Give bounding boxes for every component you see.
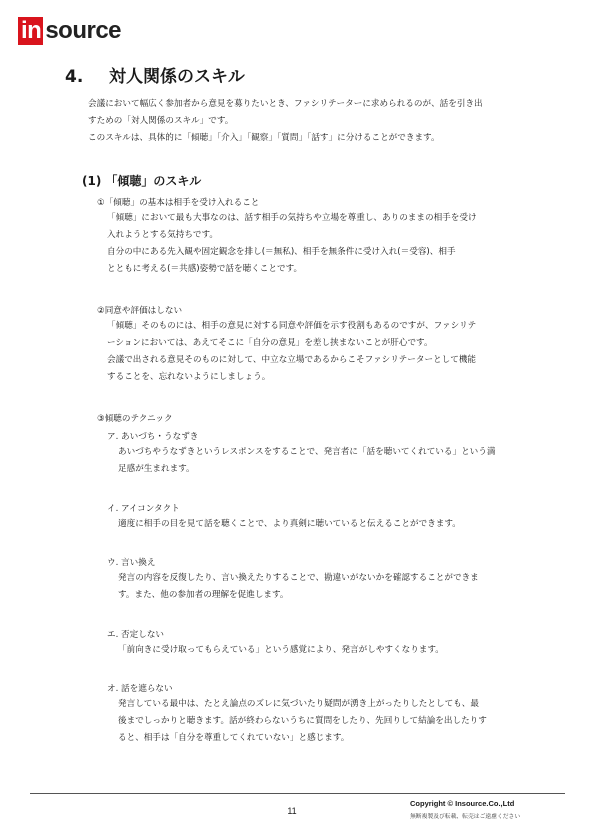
technique-title: イ. アイコンタクト: [107, 504, 180, 514]
item-title: ①「傾聴」の基本は相手を受け入れること: [97, 198, 260, 208]
item-line: 自分の中にある先入観や固定観念を排し(＝無私)、相手を無条件に受け入れ(＝受容)、相手: [107, 247, 456, 257]
technique-line: 足感が生まれます。: [118, 464, 195, 474]
technique-line: す。また、他の参加者の理解を促進します。: [118, 590, 289, 600]
technique-body: [118, 444, 538, 478]
technique-line: 「前向きに受け取ってもらえている」という感覚により、発言がしやすくなります。: [118, 645, 444, 655]
item-line: 入れようとする気持ちです。: [107, 230, 218, 240]
technique-body: [118, 642, 538, 659]
section-number: 4.: [65, 67, 84, 87]
technique-line: 発言している最中は、たとえ論点のズレに気づいたり疑問が湧き上がったりしたとしても、最: [118, 699, 479, 709]
item-line: とともに考える(＝共感)姿勢で話を聴くことです。: [107, 264, 303, 274]
logo-prefix: in: [18, 17, 43, 45]
page-number: 11: [287, 806, 297, 816]
technique-title: ウ. 言い換え: [107, 558, 156, 568]
technique-line: 発言の内容を反復したり、言い換えたりすることで、勘違いがないかを確認することができま: [118, 573, 479, 583]
section-title: [65, 62, 245, 87]
footer-divider: [30, 793, 565, 794]
section-intro: [88, 96, 538, 147]
logo-suffix: source: [45, 17, 122, 44]
technique-title: ア. あいづち・うなずき: [107, 432, 199, 442]
technique-body: [118, 570, 538, 604]
technique-title: オ. 話を遮らない: [107, 684, 173, 694]
item-body: [107, 210, 542, 278]
item-line: 「傾聴」において最も大事なのは、話す相手の気持ちや立場を尊重し、ありのままの相手を受け: [107, 213, 477, 223]
reproduction-notice: 無断複製及び転載、転売はご遠慮ください: [410, 814, 521, 820]
copyright-text: Copyright © Insource.Co.,Ltd: [410, 799, 515, 808]
item-title: ②同意や評価はしない: [97, 306, 183, 316]
intro-line: このスキルは、具体的に「傾聴」「介入」「観察」「質問」「話す」に分けることができます。: [88, 133, 440, 143]
technique-body: [118, 696, 538, 747]
subsection-title: [82, 172, 201, 189]
subsection-number: (1): [82, 174, 102, 188]
insource-logo: [18, 17, 121, 45]
intro-line: 会議において幅広く参加者から意見を募りたいとき、ファシリテーターに求められるのが、話を引き出: [88, 99, 483, 109]
item-line: することを、忘れないようにしましょう。: [107, 372, 271, 382]
technique-title: エ. 否定しない: [107, 630, 165, 640]
item-body: [107, 318, 542, 386]
item-title: ③傾聴のテクニック: [97, 414, 173, 424]
technique-line: 後までしっかりと聴きます。話が終わらないうちに質問をしたり、先回りして結論を出したりす: [118, 716, 487, 726]
intro-line: すための「対人関係のスキル」です。: [88, 116, 234, 126]
item-line: ーションにおいては、あえてそこに「自分の意見」を差し挟まないことが肝心です。: [107, 338, 433, 348]
section-title-text: 対人関係のスキル: [109, 67, 245, 87]
technique-line: あいづちやうなずきというレスポンスをすることで、発言者に「話を聴いてくれている」という満: [118, 447, 496, 457]
subsection-title-text: 「傾聴」のスキル: [105, 174, 202, 188]
item-line: 「傾聴」そのものには、相手の意見に対する同意や評価を示す役割もあるのですが、ファシリテ: [107, 321, 477, 331]
technique-line: ると、相手は「自分を尊重してくれていない」と感じます。: [118, 733, 350, 743]
technique-line: 適度に相手の目を見て話を聴くことで、より真剣に聴いていると伝えることができます。: [118, 519, 461, 529]
technique-body: [118, 516, 538, 533]
item-line: 会議で出される意見そのものに対して、中立な立場であるからこそファシリテーターとして機能: [107, 355, 477, 365]
